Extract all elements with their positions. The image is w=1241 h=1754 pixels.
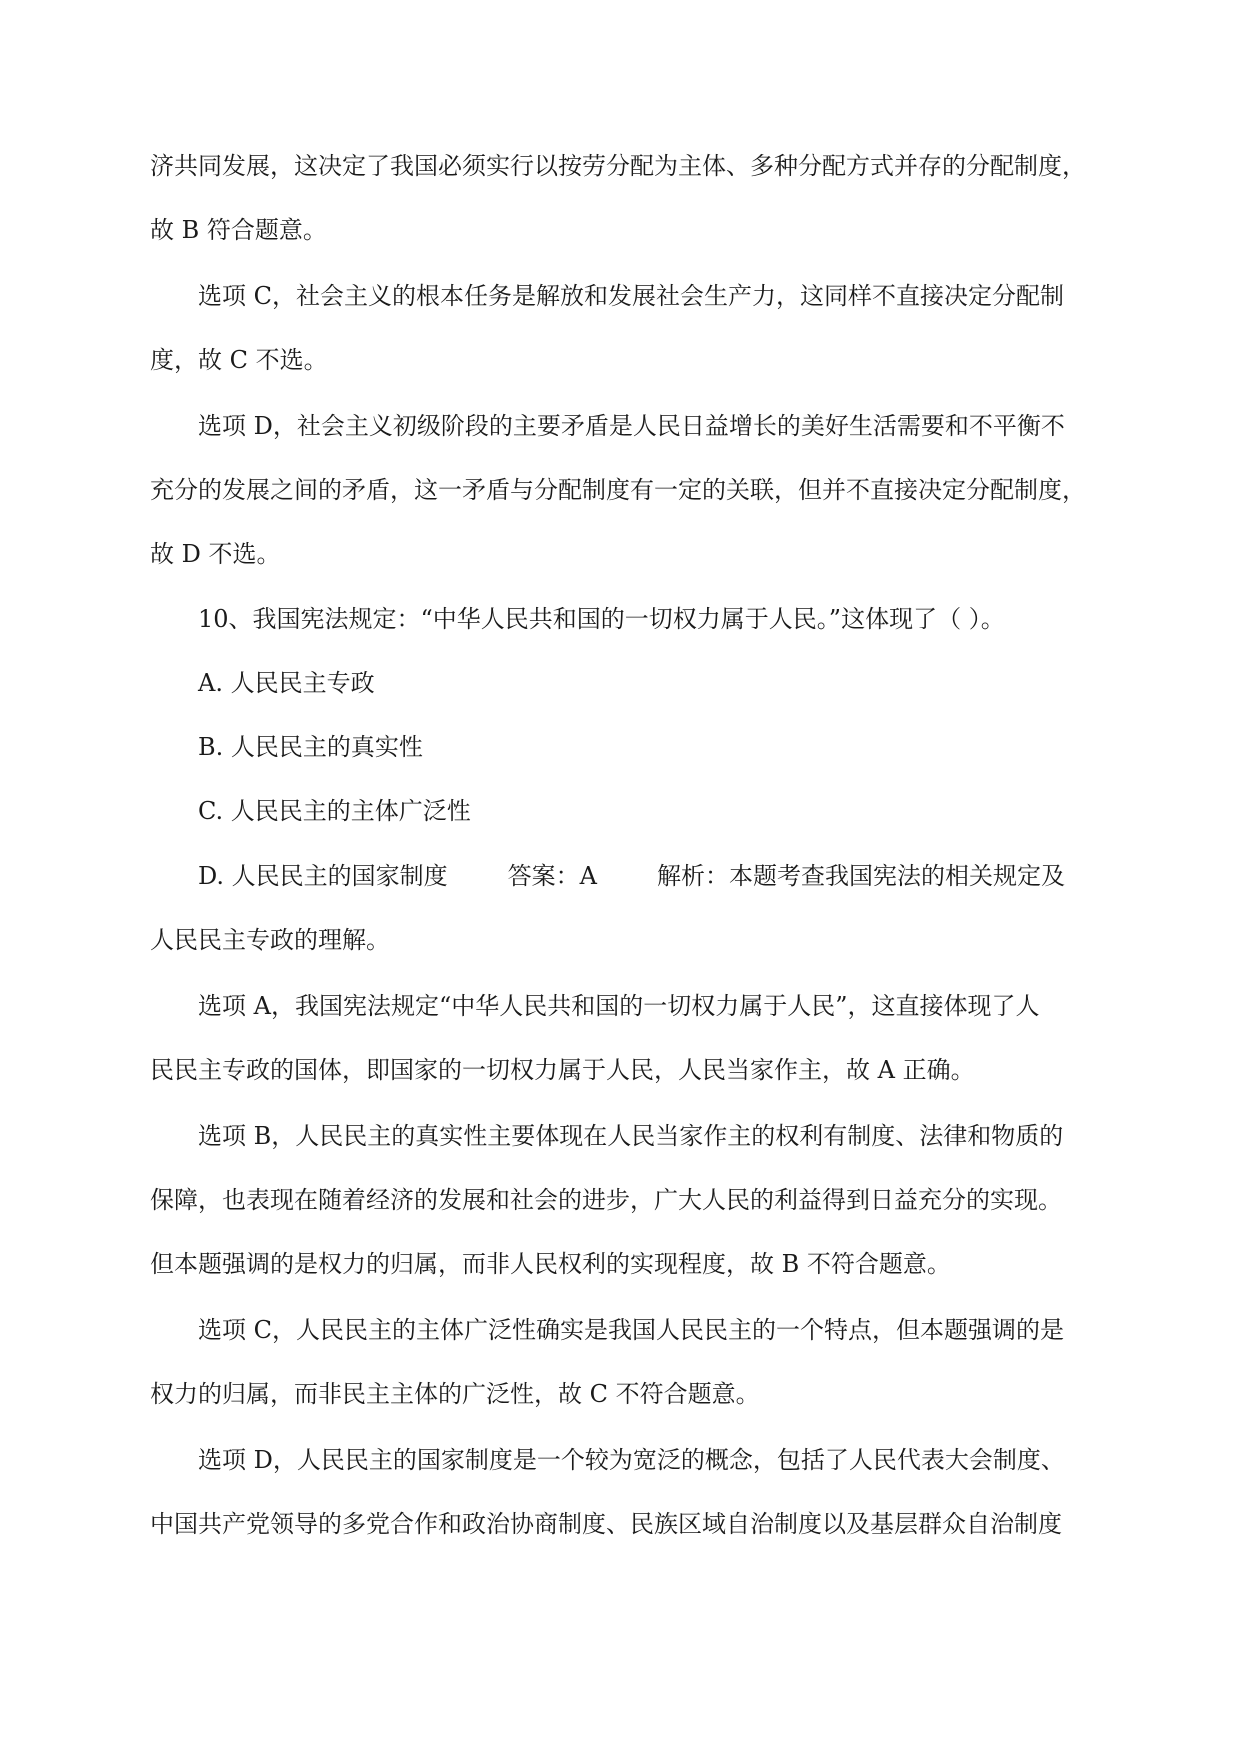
option-d-answer-line [198,860,1138,892]
paragraph-line: 选项 D，人民民主的国家制度是一个较为宽泛的概念，包括了人民代表大会制度、 [198,1446,1065,1474]
option-d: D. 人民民主的国家制度 [198,862,448,890]
analysis-intro: 解析：本题考查我国宪法的相关规定及 [657,862,1065,890]
option-b: B. 人民民主的真实性 [198,733,423,761]
paragraph-line: 选项 D，社会主义初级阶段的主要矛盾是人民日益增长的美好生活需要和不平衡不 [198,412,1065,440]
option-a: A. 人民民主专政 [198,669,375,697]
paragraph-line: 故 B 符合题意。 [150,216,327,244]
paragraph-line: 权力的归属，而非民主主体的广泛性，故 C 不符合题意。 [150,1380,760,1408]
paragraph-line: 选项 B，人民民主的真实性主要体现在人民当家作主的权利有制度、法律和物质的 [198,1122,1064,1150]
paragraph-line: 济共同发展，这决定了我国必须实行以按劳分配为主体、多种分配方式并存的分配制度， [150,152,1086,180]
paragraph-line: 故 D 不选。 [150,540,281,568]
paragraph-line: 人民民主专政的理解。 [150,926,390,954]
paragraph-line: 民民主专政的国体，即国家的一切权力属于人民，人民当家作主，故 A 正确。 [150,1056,975,1084]
paragraph-line: 选项 C，社会主义的根本任务是解放和发展社会生产力，这同样不直接决定分配制 [198,282,1064,310]
option-c: C. 人民民主的主体广泛性 [198,797,471,825]
paragraph-line: 保障，也表现在随着经济的发展和社会的进步，广大人民的利益得到日益充分的实现。 [150,1186,1062,1214]
paragraph-line: 度，故 C 不选。 [150,346,328,374]
question-stem: 10、我国宪法规定：“中华人民共和国的一切权力属于人民。”这体现了（ ）。 [198,605,1005,633]
paragraph-line: 但本题强调的是权力的归属，而非人民权利的实现程度，故 B 不符合题意。 [150,1250,951,1278]
paragraph-line: 选项 A，我国宪法规定“中华人民共和国的一切权力属于人民”，这直接体现了人 [198,992,1040,1020]
paragraph-line: 充分的发展之间的矛盾，这一矛盾与分配制度有一定的关联，但并不直接决定分配制度， [150,476,1086,504]
answer: 答案：A [507,862,597,890]
paragraph-line: 选项 C，人民民主的主体广泛性确实是我国人民民主的一个特点，但本题强调的是 [198,1316,1064,1344]
paragraph-line: 中国共产党领导的多党合作和政治协商制度、民族区域自治制度以及基层群众自治制度 [150,1510,1062,1538]
